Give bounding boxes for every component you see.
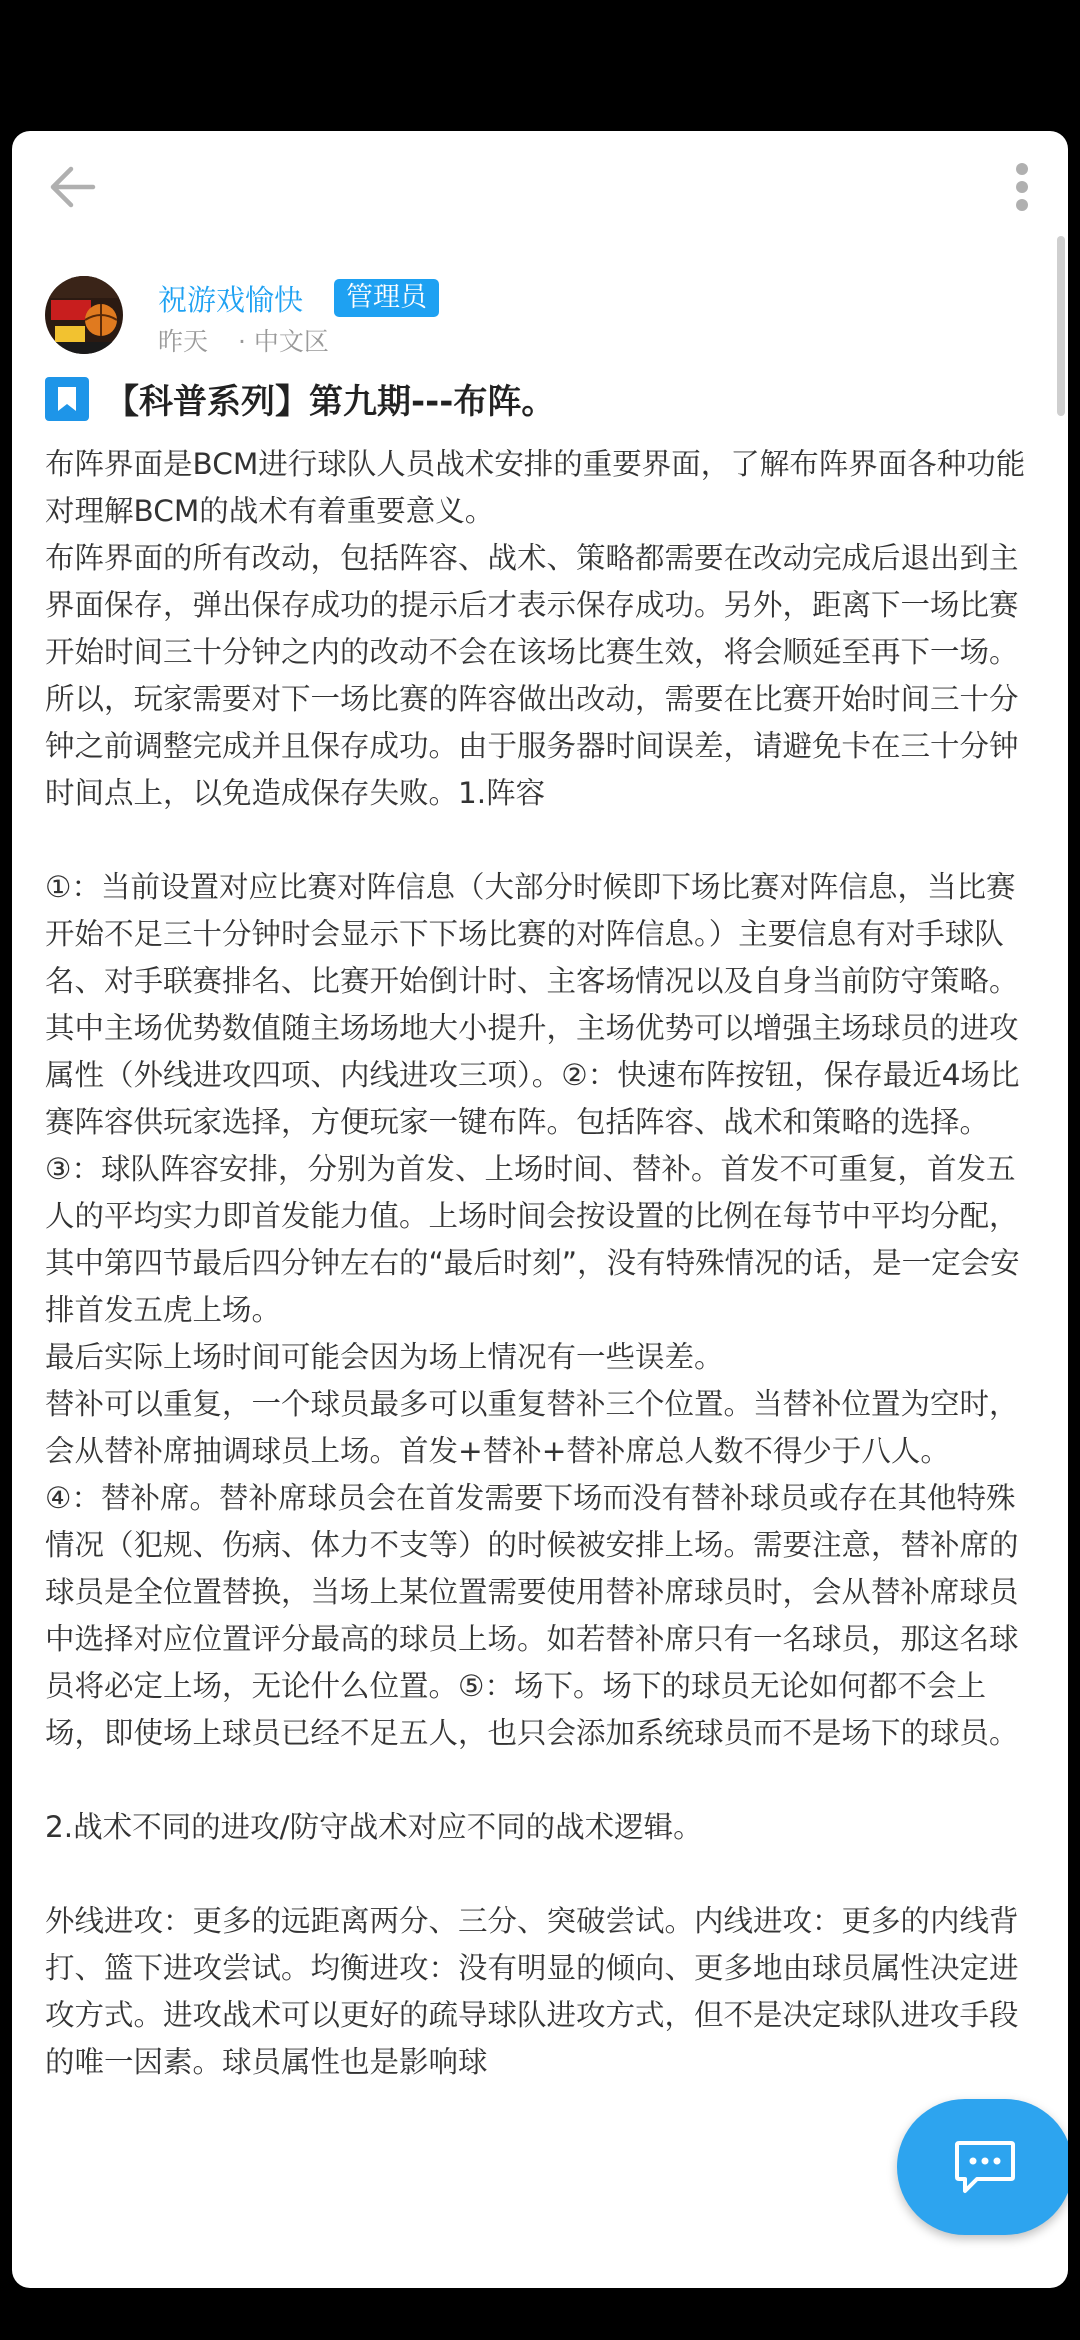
paragraph: 外线进攻：更多的远距离两分、三分、突破尝试。内线进攻：更多的内线背打、篮下进攻尝试。均衡进攻：没有明显的倾向、更多地由球员属性决定进攻方式。进攻战术可以更好的疏导球队进攻方式，但不是决定球队进攻手段的唯一因素。球员属性也是影响球 xyxy=(45,1904,1019,2079)
paragraph: 布阵界面是BCM进行球队人员战术安排的重要界面，了解布阵界面各种功能对理解BCM的战术有着重要意义。 xyxy=(45,447,1026,528)
author-name[interactable]: 祝游戏愉快 xyxy=(158,283,304,317)
post-title: 【科普系列】第九期---布阵。 xyxy=(105,382,556,422)
post-section: · 中文区 xyxy=(238,327,329,356)
avatar-image xyxy=(45,276,123,354)
paragraph: 最后实际上场时间可能会因为场上情况有一些误差。 xyxy=(45,1340,724,1374)
paragraph: ①：当前设置对应比赛对阵信息（大部分时候即下场比赛对阵信息，当比赛开始不足三十分钟时会显示下下场比赛的对阵信息。）主要信息有对手球队名、对手联赛排名、比赛开始倒计时、主客场情况以及自身当前防守策略。其中主场优势数值随主场场地大小提升，主场优势可以增强主场球员的进攻属性（外线进攻四项、内线进攻三项）。②：快速布阵按钮，保存最近4场比赛阵容供玩家选择，方便玩家一键布阵。包括阵容、战术和策略的选择。③：球队阵容安排，分别为首发、上场时间、替补。首发不可重复，首发五人的平均实力即首发能力值。上场时间会按设置的比例在每节中平均分配，其中第四节最后四分钟左右的“最后时刻”，没有特殊情况的话，是一定会安排首发五虎上场。 xyxy=(45,870,1020,1327)
paragraph: 布阵界面的所有改动，包括阵容、战术、策略都需要在改动完成后退出到主界面保存，弹出保存成功的提示后才表示保存成功。另外，距离下一场比赛开始时间三十分钟之内的改动不会在该场比赛生效，将会顺延至再下一场。所以，玩家需要对下一场比赛的阵容做出改动，需要在比赛开始时间三十分钟之前调整完成并且保存成功。由于服务器时间误差，请避免卡在三十分钟时间点上，以免造成保存失败。1.阵容 xyxy=(45,541,1019,810)
top-bar xyxy=(12,131,1068,241)
more-button[interactable] xyxy=(997,157,1047,217)
scrollbar[interactable] xyxy=(1057,236,1065,416)
author-row xyxy=(45,276,945,356)
bookmark-icon xyxy=(45,377,89,421)
role-badge: 管理员 xyxy=(334,279,439,317)
paragraph xyxy=(45,817,1043,864)
paragraph: 替补可以重复，一个球员最多可以重复替补三个位置。当替补位置为空时，会从替补席抽调球员上场。首发+替补+替补席总人数不得少于八人。 xyxy=(45,1387,1019,1468)
back-button[interactable] xyxy=(42,157,102,217)
paragraph: 2.战术不同的进攻/防守战术对应不同的战术逻辑。 xyxy=(45,1810,703,1844)
comment-button[interactable] xyxy=(897,2099,1068,2235)
more-vertical-icon xyxy=(1015,162,1029,212)
avatar[interactable] xyxy=(45,276,123,354)
post-card xyxy=(12,131,1068,2288)
paragraph: ④：替补席。替补席球员会在首发需要下场而没有替补球员或存在其他特殊情况（犯规、伤病、体力不支等）的时候被安排上场。需要注意，替补席的球员是全位置替换，当场上某位置需要使用替补席球员时，会从替补席球员中选择对应位置评分最高的球员上场。如若替补席只有一名球员，那这名球员将必定上场，无论什么位置。⑤：场下。场下的球员无论如何都不会上场，即使场上球员已经不足五人，也只会添加系统球员而不是场下的球员。 xyxy=(45,1481,1019,1750)
post-meta xyxy=(158,322,329,358)
post-content xyxy=(45,441,1043,2086)
title-row xyxy=(45,374,1035,424)
paragraph xyxy=(45,1851,1043,1898)
paragraph xyxy=(45,1757,1043,1804)
arrow-left-icon xyxy=(47,165,97,209)
post-time: 昨天 xyxy=(158,327,209,356)
comment-icon xyxy=(953,2139,1017,2195)
